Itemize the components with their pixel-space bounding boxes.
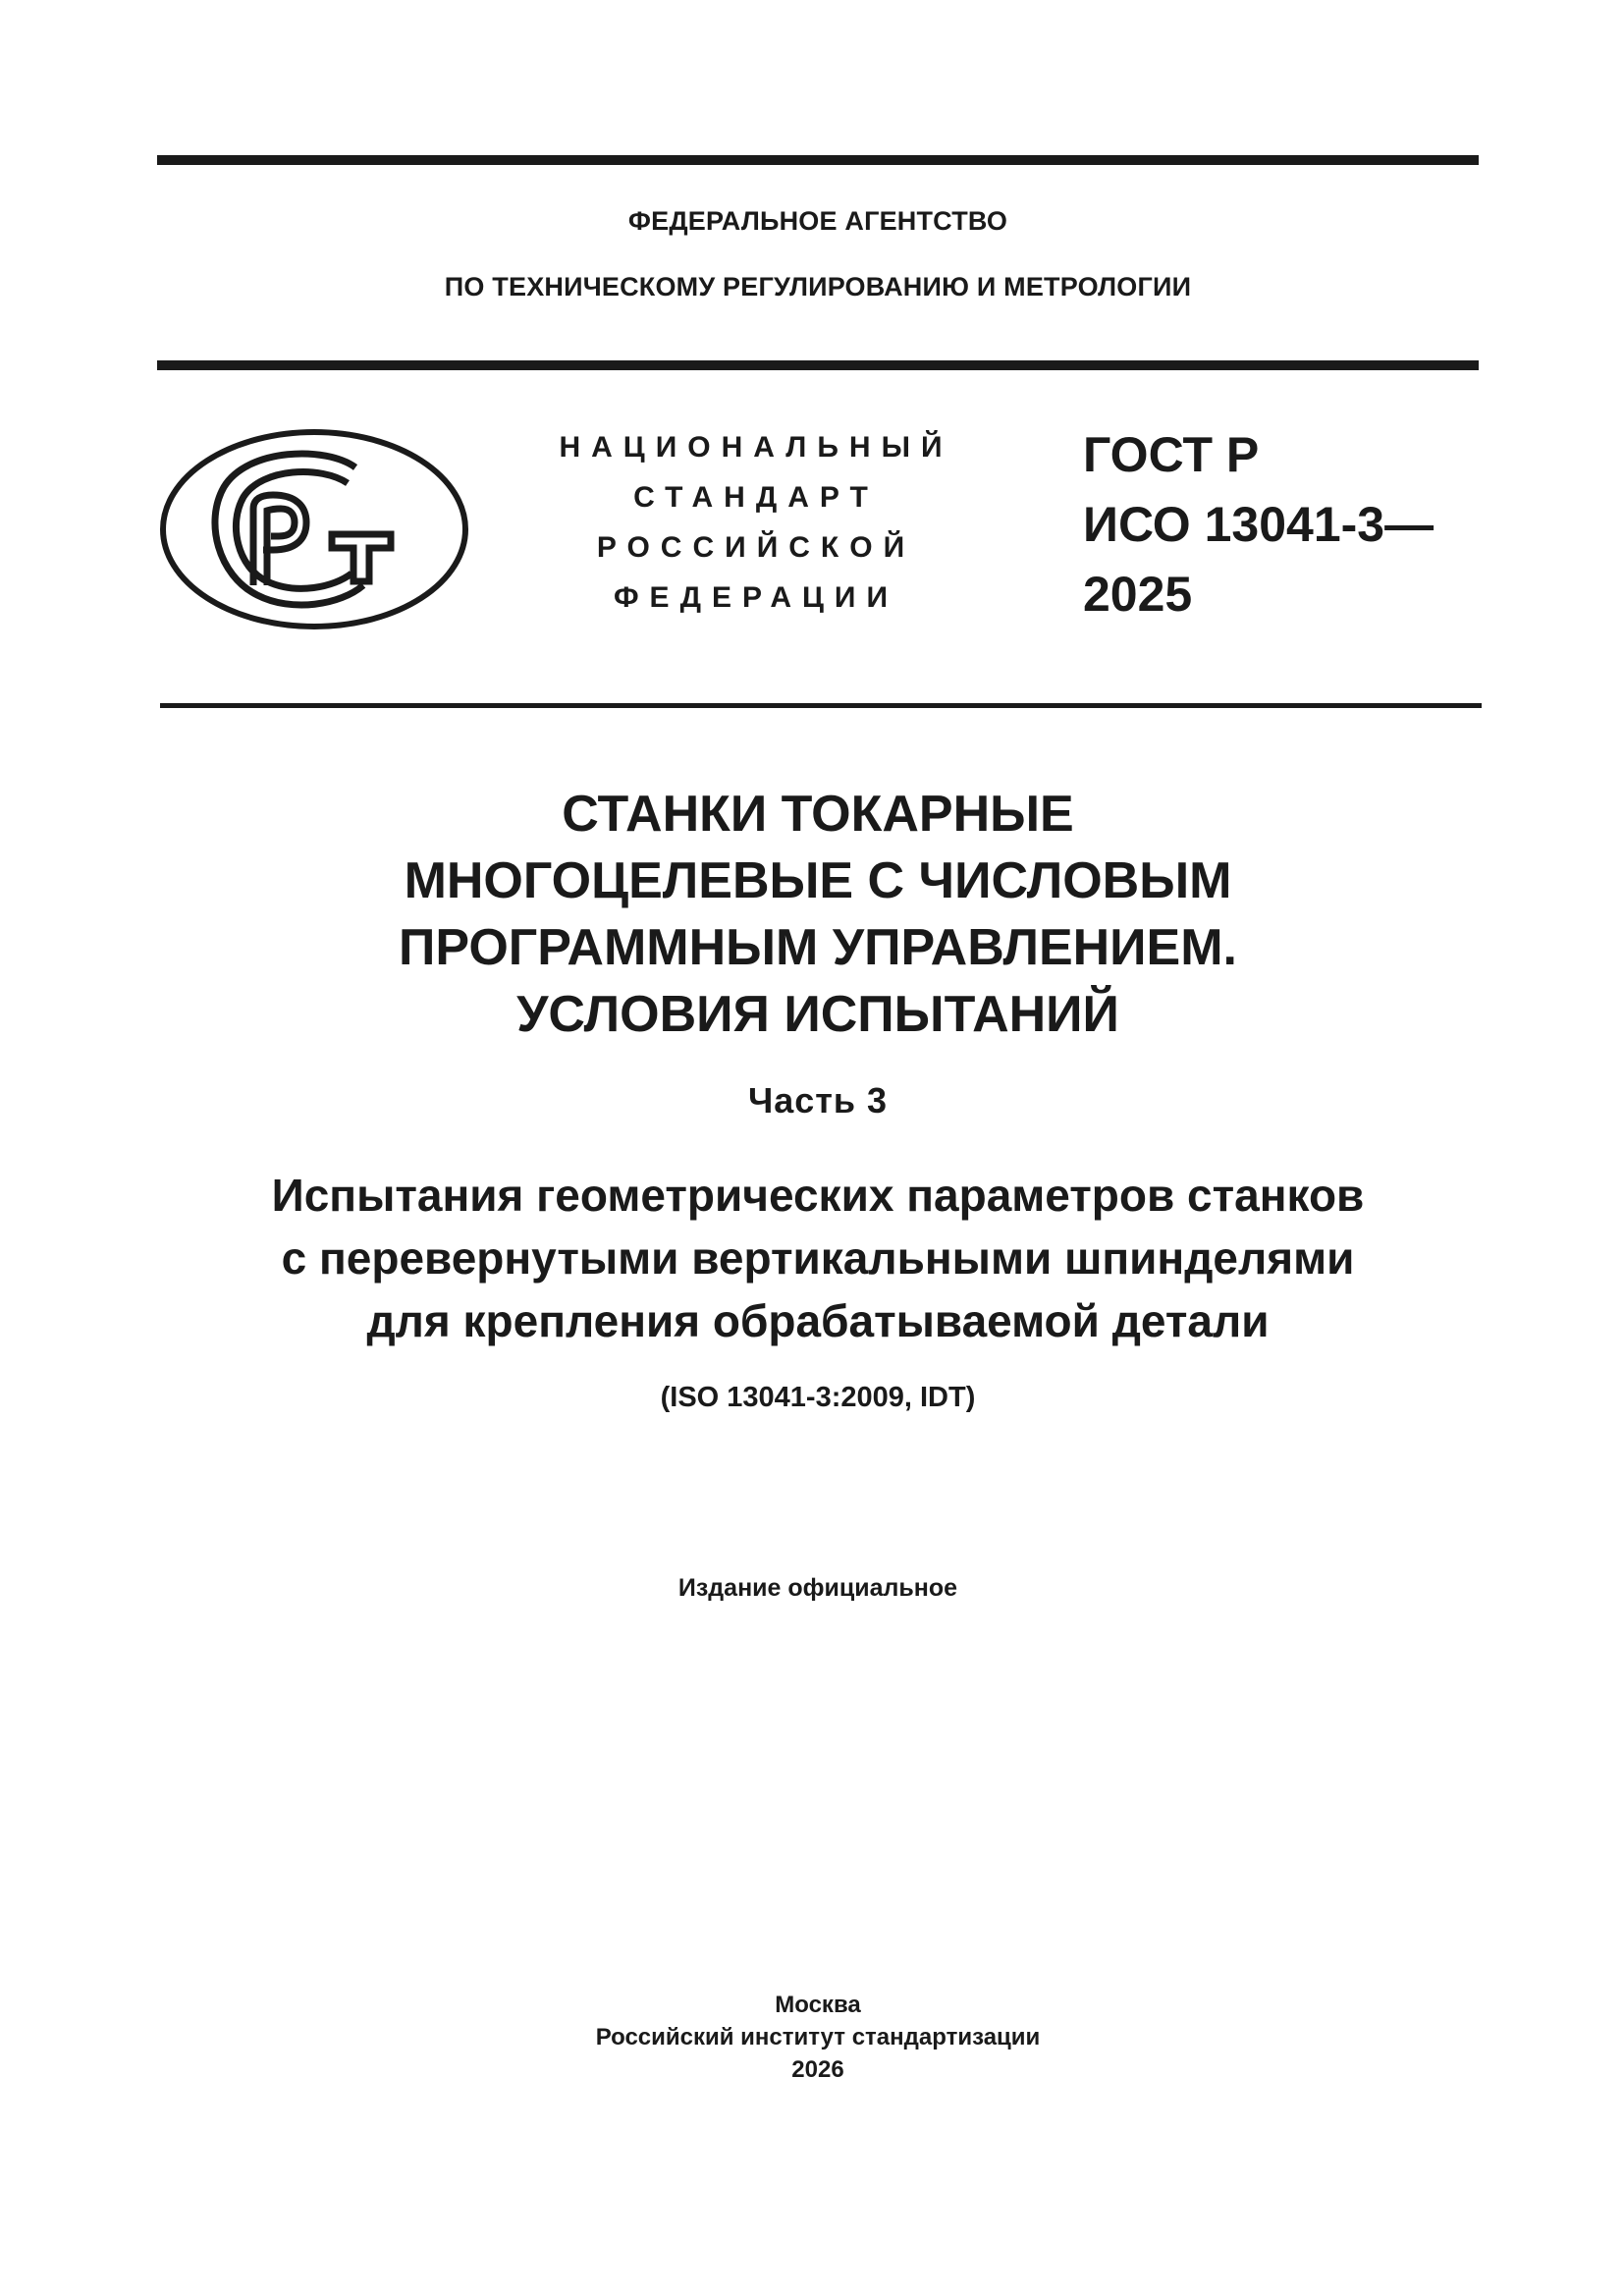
title-line2: МНОГОЦЕЛЕВЫЕ С ЧИСЛОВЫМ: [404, 852, 1232, 909]
agency-name-line2: ПО ТЕХНИЧЕСКОМУ РЕГУЛИРОВАНИЮ И МЕТРОЛОГИИ: [444, 272, 1192, 301]
national-standard-label: [530, 422, 982, 623]
designation-line1: ГОСТ Р: [1083, 427, 1260, 482]
standard-designation: [1083, 420, 1434, 629]
title-line4: УСЛОВИЯ ИСПЫТАНИЙ: [516, 986, 1119, 1043]
national-standard-line4: ФЕДЕРАЦИИ: [613, 581, 899, 614]
designation-line3: 2025: [1083, 567, 1193, 622]
imprint-year: 2026: [791, 2056, 844, 2083]
middle-rule: [157, 360, 1479, 370]
designation-line2: ИСО 13041-3—: [1083, 497, 1434, 552]
imprint: [157, 1989, 1479, 2086]
subtitle-line3: для крепления обрабатываемой детали: [366, 1295, 1270, 1346]
document-subtitle: [157, 1164, 1479, 1352]
lower-rule: [160, 703, 1482, 708]
top-rule: [157, 155, 1479, 165]
title-line1: СТАНКИ ТОКАРНЫЕ: [562, 786, 1074, 843]
national-standard-line3: РОССИЙСКОЙ: [596, 531, 916, 564]
national-standard-line2: СТАНДАРТ: [633, 481, 879, 514]
document-title: [157, 781, 1479, 1048]
title-line3: ПРОГРАММНЫМ УПРАВЛЕНИЕМ.: [398, 919, 1237, 976]
subtitle-line2: с перевернутыми вертикальными шпинделями: [281, 1232, 1355, 1284]
agency-name-line1: ФЕДЕРАЛЬНОЕ АГЕНТСТВО: [627, 206, 1008, 236]
imprint-city: Москва: [775, 1992, 861, 2018]
imprint-publisher: Российский институт стандартизации: [595, 2024, 1041, 2050]
iso-reference: (ISO 13041-3:2009, IDT): [660, 1382, 976, 1413]
edition-label: Издание официальное: [677, 1574, 958, 1602]
national-standard-line1: НАЦИОНАЛЬНЫЙ: [559, 431, 953, 464]
rst-logo-icon: [159, 428, 469, 630]
part-label: Часть 3: [747, 1080, 889, 1121]
subtitle-line1: Испытания геометрических параметров станков: [271, 1170, 1365, 1221]
